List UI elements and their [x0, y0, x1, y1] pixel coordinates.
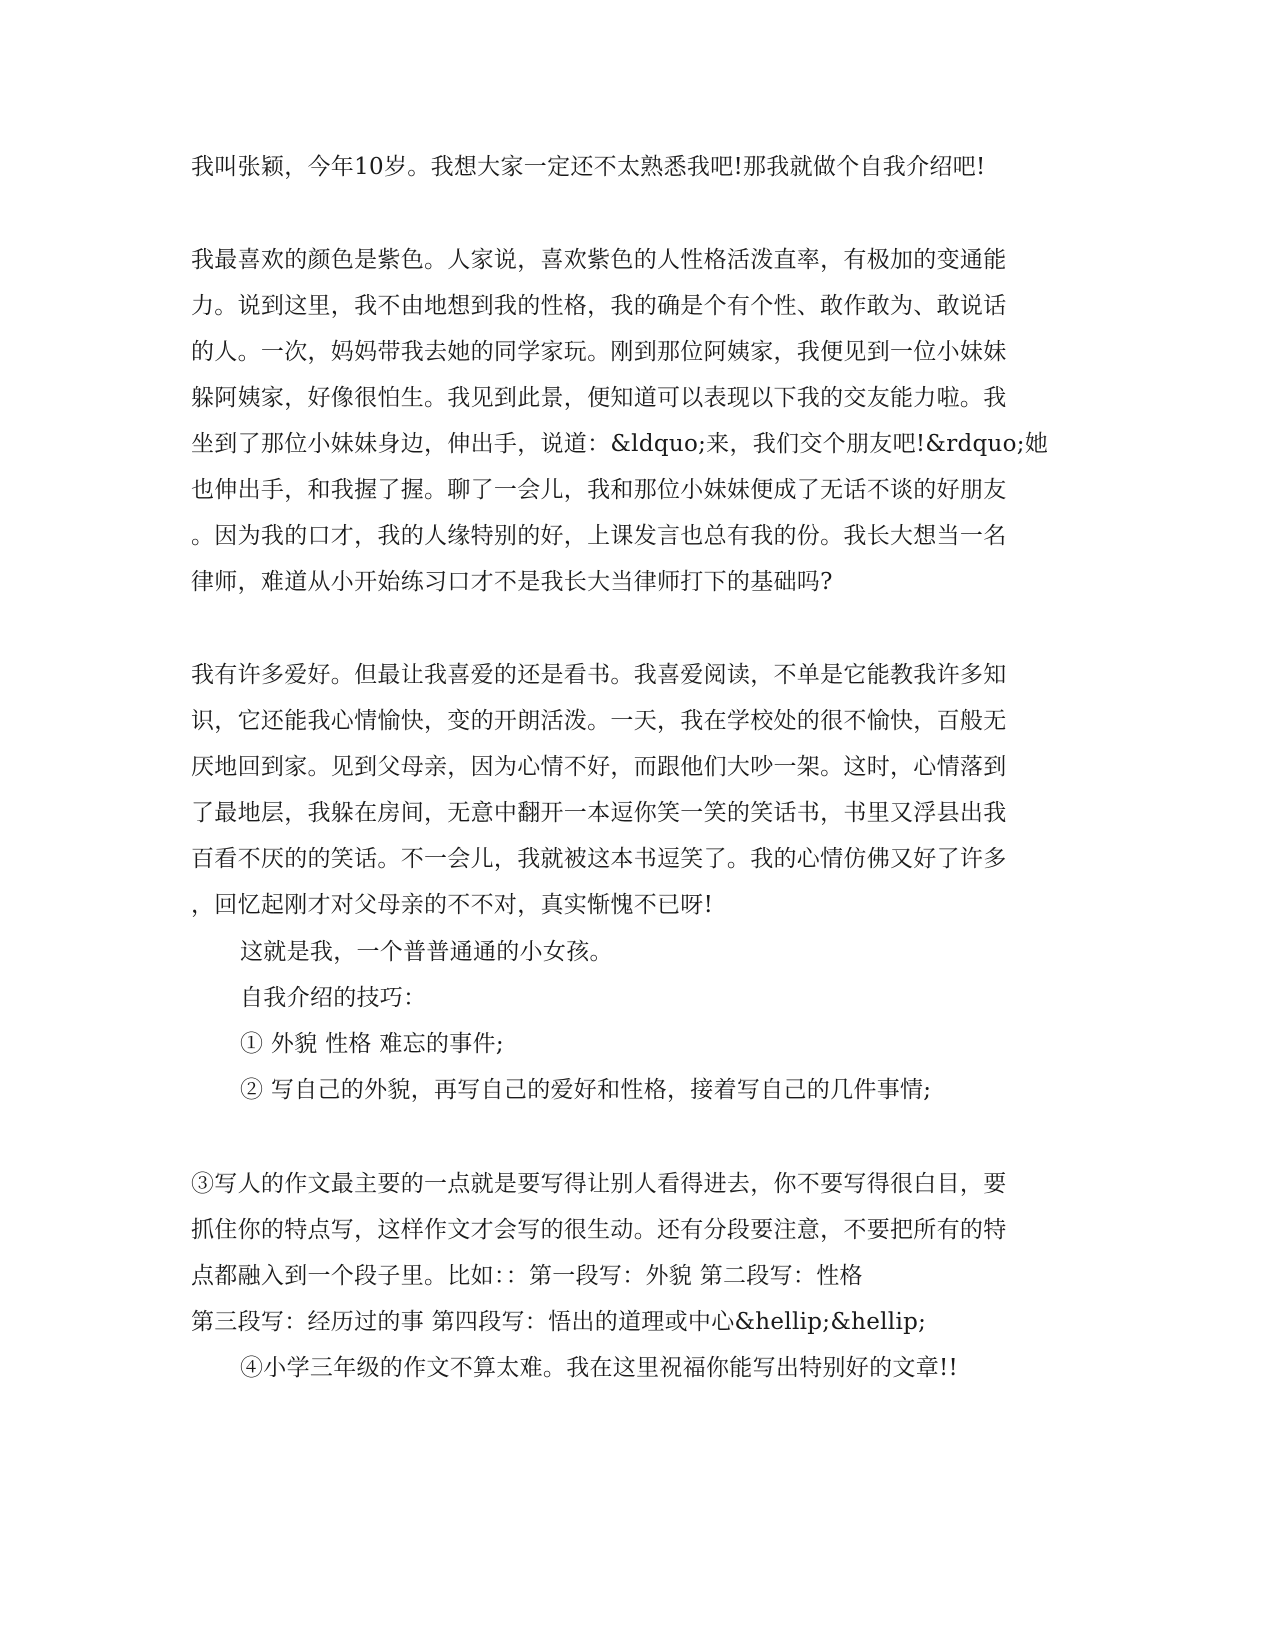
paragraph-line: 。因为我的口才，我的人缘特别的好，上课发言也总有我的份。我长大想当一名 — [191, 523, 1007, 549]
paragraph-line: 识，它还能我心情愉快，变的开朗活泼。一天，我在学校处的很不愉快，百般无 — [191, 708, 1007, 734]
tip-item-3-line: 抓住你的特点写，这样作文才会写的很生动。还有分段要注意，不要把所有的特 — [191, 1217, 1007, 1243]
tip-item-3-line: 第三段写：经历过的事 第四段写：悟出的道理或中心&hellip;&hellip; — [191, 1309, 927, 1335]
paragraph-line: 躲阿姨家，好像很怕生。我见到此景，便知道可以表现以下我的交友能力啦。我 — [191, 385, 1007, 411]
paragraph-line: 我有许多爱好。但最让我喜爱的还是看书。我喜爱阅读，不单是它能教我许多知 — [191, 662, 1007, 688]
paragraph-line: 我最喜欢的颜色是紫色。人家说，喜欢紫色的人性格活泼直率，有极加的变通能 — [191, 247, 1007, 273]
paragraph-line: 了最地层，我躲在房间，无意中翻开一本逗你笑一笑的笑话书，书里又浮县出我 — [191, 800, 1007, 826]
paragraph-line: 律师，难道从小开始练习口才不是我长大当律师打下的基础吗? — [191, 569, 833, 595]
paragraph-line: 厌地回到家。见到父母亲，因为心情不好，而跟他们大吵一架。这时，心情落到 — [191, 754, 1007, 780]
conclusion-line: 这就是我，一个普普通通的小女孩。 — [240, 939, 613, 965]
paragraph-line: 也伸出手，和我握了握。聊了一会儿，我和那位小妹妹便成了无话不谈的好朋友 — [191, 477, 1007, 503]
tip-item-1: ① 外貌 性格 难忘的事件; — [240, 1031, 504, 1057]
tips-heading: 自我介绍的技巧： — [240, 985, 427, 1011]
paragraph-line: 百看不厌的的笑话。不一会儿，我就被这本书逗笑了。我的心情仿佛又好了许多 — [191, 846, 1007, 872]
paragraph-line: 力。说到这里，我不由地想到我的性格，我的确是个有个性、敢作敢为、敢说话 — [191, 293, 1007, 319]
intro-line: 我叫张颖，今年10岁。我想大家一定还不太熟悉我吧!那我就做个自我介绍吧! — [191, 154, 986, 180]
tip-item-4: ④小学三年级的作文不算太难。我在这里祝福你能写出特别好的文章!! — [240, 1355, 959, 1381]
tip-item-2: ② 写自己的外貌，再写自己的爱好和性格，接着写自己的几件事情; — [240, 1077, 932, 1103]
tip-item-3-line: 点都融入到一个段子里。比如：：第一段写：外貌 第二段写：性格 — [191, 1263, 863, 1289]
paragraph-line: 的人。一次，妈妈带我去她的同学家玩。刚到那位阿姨家，我便见到一位小妹妹 — [191, 339, 1007, 365]
tip-item-3-line: ③写人的作文最主要的一点就是要写得让别人看得进去，你不要写得很白目，要 — [191, 1171, 1007, 1197]
paragraph-line: ，回忆起刚才对父母亲的不不对，真实惭愧不已呀! — [191, 892, 714, 918]
paragraph-line: 坐到了那位小妹妹身边，伸出手，说道：&ldquo;来，我们交个朋友吧!&rdquo;她 — [191, 431, 1049, 457]
